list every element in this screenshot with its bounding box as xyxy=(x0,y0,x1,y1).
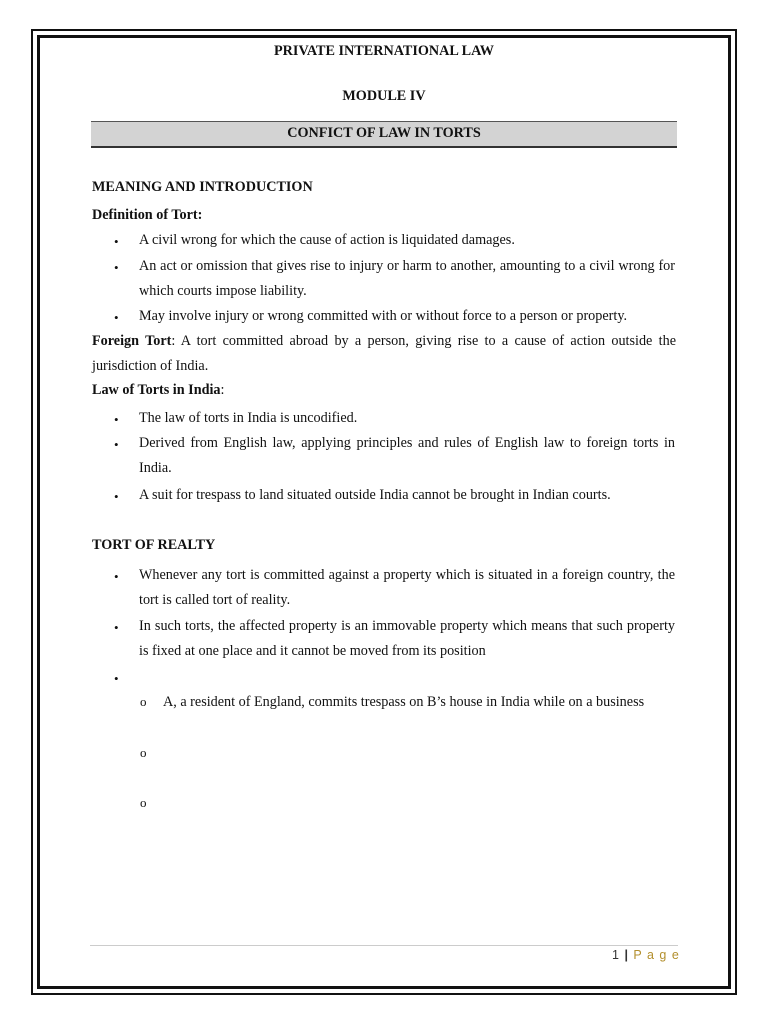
section-heading-realty: TORT OF REALTY xyxy=(92,537,216,553)
law-of-torts-label: Law of Torts in India xyxy=(92,382,221,398)
bullet-glyph: • xyxy=(114,310,119,325)
list-item: An act or omission that gives rise to injury or harm to another, amounting to a civil wrong for which courts impose liability. xyxy=(139,258,675,299)
sub-bullet-glyph: o xyxy=(140,694,147,709)
document-title: PRIVATE INTERNATIONAL LAW xyxy=(274,43,494,59)
list-item: In such torts, the affected property is an immovable property which means that such property is fixed at one place and it cannot be moved from its position xyxy=(139,618,675,659)
bullet-glyph: • xyxy=(114,620,119,635)
law-of-torts-colon: : xyxy=(220,382,225,398)
list-item: May involve injury or wrong committed with or without force to a person or property. xyxy=(139,308,628,324)
bullet-glyph: • xyxy=(114,234,119,249)
bullet-glyph: • xyxy=(114,569,119,584)
bullet-glyph: • xyxy=(114,412,119,427)
chapter-banner-text: CONFICT OF LAW IN TORTS xyxy=(287,125,481,141)
list-item: A civil wrong for which the cause of action is liquidated damages. xyxy=(139,232,515,248)
list-item: The law of torts in India is uncodified. xyxy=(139,410,358,426)
bullet-glyph: • xyxy=(114,260,119,275)
sub-bullet-glyph: o xyxy=(140,745,147,760)
page-label: P a g e xyxy=(633,948,680,962)
law-of-torts-label-line xyxy=(92,382,224,399)
bullet-glyph: • xyxy=(114,437,119,452)
sub-bullet-glyph: o xyxy=(140,795,147,810)
page-separator: | xyxy=(624,948,629,962)
bullet-glyph: • xyxy=(114,489,119,504)
sub-list-item: A, a resident of England, commits trespass on B’s house in India while on a business xyxy=(163,694,645,710)
footer-divider xyxy=(90,945,678,946)
foreign-tort-paragraph xyxy=(92,329,676,379)
foreign-tort-text: : A tort committed abroad by a person, giving rise to a cause of action outside the jurisdiction of India. xyxy=(92,333,676,374)
bullet-glyph: • xyxy=(114,671,119,686)
page-number: 1 xyxy=(612,948,620,962)
list-item: Whenever any tort is committed against a property which is situated in a foreign country, the tort is called tort of reality. xyxy=(139,567,675,608)
foreign-tort-label: Foreign Tort xyxy=(92,333,172,349)
list-item: A suit for trespass to land situated outside India cannot be brought in Indian courts. xyxy=(139,487,611,503)
section-heading-meaning: MEANING AND INTRODUCTION xyxy=(92,179,313,195)
page-footer xyxy=(612,948,680,962)
definition-label: Definition of Tort: xyxy=(92,207,203,223)
chapter-banner xyxy=(91,121,677,148)
module-title: MODULE IV xyxy=(342,88,426,104)
list-item: Derived from English law, applying principles and rules of English law to foreign torts in India. xyxy=(139,435,675,476)
